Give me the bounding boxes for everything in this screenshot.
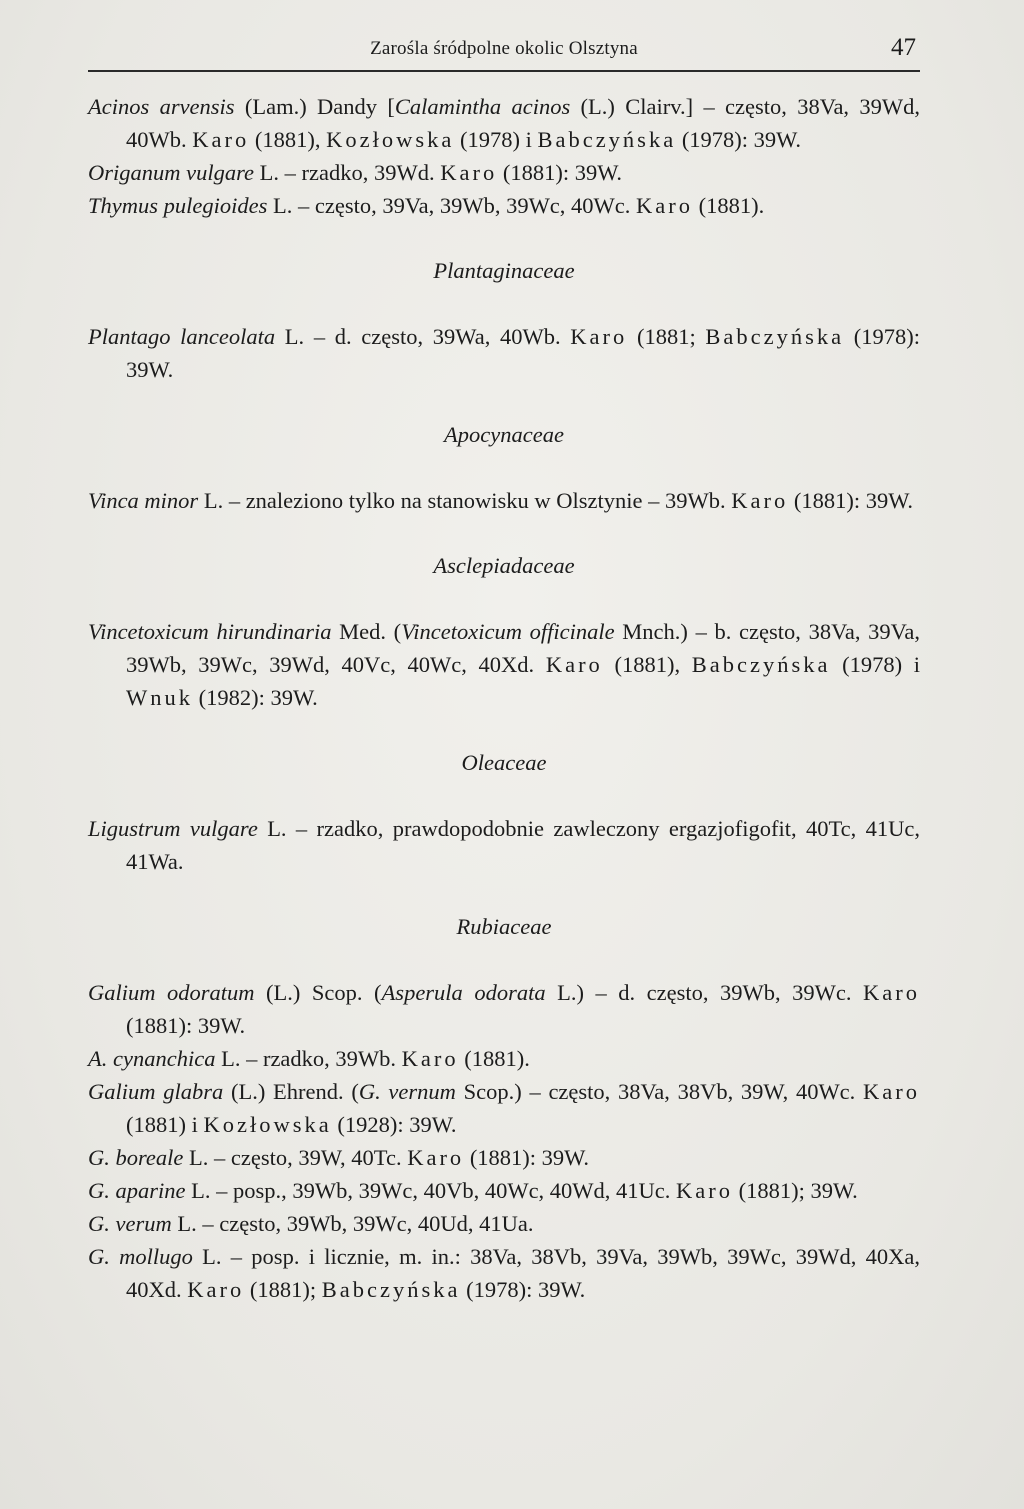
author-name: Karo: [570, 324, 628, 349]
synonym: G. vernum: [358, 1079, 456, 1104]
species-entry-g-aparine: G. aparine L. – posp., 39Wb, 39Wc, 40Vb, 40Wc, 40Wd, 41Uc. Karo (1881); 39W.: [88, 1178, 858, 1203]
species-entry-plantago-lanceolata: Plantago lanceolata L. – d. często, 39Wa, 40Wb. Karo (1881; Babczyńska (1978): 39W.: [88, 324, 920, 382]
family-heading-plantaginaceae: Plantaginaceae: [433, 258, 575, 283]
author-name: Karo: [676, 1178, 734, 1203]
species-name: Vinca minor: [88, 488, 199, 513]
family-heading-apocynaceae: Apocynaceae: [444, 422, 564, 447]
synonym: Vincetoxicum officinale: [401, 619, 615, 644]
species-name: Galium glabra: [88, 1079, 224, 1104]
species-name: A. cynanchica: [88, 1046, 216, 1071]
species-entry-g-mollugo: G. mollugo L. – posp. i licznie, m. in.: 38Va, 38Vb, 39Va, 39Wb, 39Wc, 39Wd, 40Xa, 40Xd. Karo (1881); Babczyńska (1978): 39W.: [88, 1244, 920, 1302]
author-name: Karo: [636, 193, 693, 218]
species-name: G. verum: [88, 1211, 172, 1236]
author-name: Babczyńska: [705, 324, 845, 349]
species-entry-acinos-arvensis: Acinos arvensis (Lam.) Dandy [Calamintha acinos (L.) Clairv.] – często, 38Va, 39Wd, 40Wb. Karo (1881), Kozłowska (1978) i Babczyńska (1978): 39W.: [88, 94, 920, 152]
species-name: G. boreale: [88, 1145, 184, 1170]
species-entry-vincetoxicum-hirundinaria: Vincetoxicum hirundinaria Med. (Vincetoxicum officinale Mnch.) – b. często, 38Va, 39Va, 39Wb, 39Wc, 39Wd, 40Vc, 40Wc, 40Xd. Karo (1881), Babczyńska (1978) i Wnuk (1982): 39W.: [88, 619, 920, 710]
species-entry-galium-glabra: Galium glabra (L.) Ehrend. (G. vernum Scop.) – często, 38Va, 38Vb, 39W, 40Wc. Karo (1881) i Kozłowska (1928): 39W.: [88, 1079, 920, 1137]
species-entry-origanum-vulgare: Origanum vulgare L. – rzadko, 39Wd. Karo (1881): 39W.: [88, 160, 623, 185]
author-name: Karo: [545, 652, 603, 677]
author-name: Babczyńska: [537, 127, 677, 152]
synonym: Calamintha acinos: [394, 94, 571, 119]
species-name: G. aparine: [88, 1178, 186, 1203]
author-name: Karo: [401, 1046, 459, 1071]
author-name: Karo: [187, 1277, 245, 1302]
page-number: 47: [891, 34, 916, 61]
species-name: Thymus pulegioides: [88, 193, 268, 218]
running-title: Zarośla śródpolne okolic Olsztyna: [370, 38, 638, 59]
species-name: Origanum vulgare: [88, 160, 255, 185]
synonym: Asperula odorata: [381, 980, 546, 1005]
page-header: [88, 34, 920, 72]
species-entry-g-boreale: G. boreale L. – często, 39W, 40Tc. Karo (1881): 39W.: [88, 1145, 589, 1170]
species-entry-g-verum: G. verum L. – często, 39Wb, 39Wc, 40Ud, 41Ua.: [88, 1211, 534, 1236]
family-heading-asclepiadaceae: Asclepiadaceae: [433, 553, 575, 578]
author-name: Karo: [731, 488, 789, 513]
species-entry-galium-odoratum: Galium odoratum (L.) Scop. (Asperula odorata L.) – d. często, 39Wb, 39Wc. Karo (1881): 39W.: [88, 980, 920, 1038]
author-name: Karo: [192, 127, 250, 152]
author-name: Wnuk: [126, 685, 193, 710]
family-heading-rubiaceae: Rubiaceae: [456, 914, 552, 939]
author-name: Karo: [407, 1145, 465, 1170]
species-name: Vincetoxicum hirundinaria: [88, 619, 332, 644]
author-name: Karo: [863, 980, 920, 1005]
author-name: Babczyńska: [321, 1277, 461, 1302]
species-name: G. mollugo: [88, 1244, 193, 1269]
species-entry-ligustrum-vulgare: Ligustrum vulgare L. – rzadko, prawdopodobnie zawleczony ergazjofigofit, 40Tc, 41Uc, 41Wa.: [88, 816, 920, 874]
author-name: Babczyńska: [691, 652, 831, 677]
species-name: Galium odoratum: [88, 980, 255, 1005]
species-name: Acinos arvensis: [88, 94, 235, 119]
author-name: Karo: [863, 1079, 920, 1104]
page-body: [88, 90, 920, 1306]
family-heading-oleaceae: Oleaceae: [461, 750, 547, 775]
species-name: Plantago lanceolata: [88, 324, 276, 349]
species-entry-vinca-minor: Vinca minor L. – znaleziono tylko na stanowisku w Olsztynie – 39Wb. Karo (1881): 39W.: [88, 488, 914, 513]
species-name: Ligustrum vulgare: [88, 816, 258, 841]
author-name: Kozłowska: [203, 1112, 332, 1137]
author-name: Kozłowska: [326, 127, 455, 152]
author-name: Karo: [440, 160, 498, 185]
species-entry-thymus-pulegioides: Thymus pulegioides L. – często, 39Va, 39Wb, 39Wc, 40Wc. Karo (1881).: [88, 193, 765, 218]
species-entry-a-cynanchica: A. cynanchica L. – rzadko, 39Wb. Karo (1881).: [88, 1046, 530, 1071]
